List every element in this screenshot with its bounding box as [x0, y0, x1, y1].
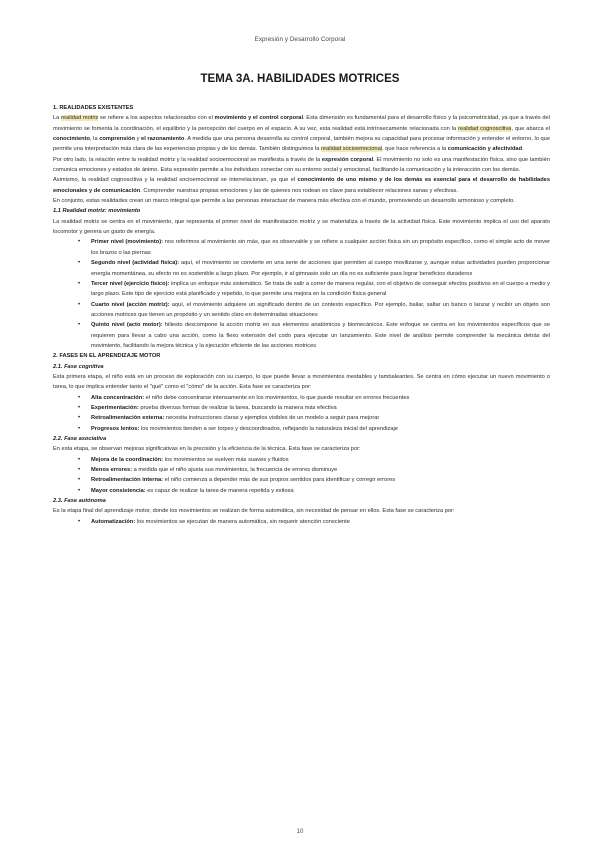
- list-item: • Menos errores: a medida que el niño ajusta sus movimientos, la frecuencia de errores disminuye: [91, 465, 550, 475]
- paragraph-fase-autonoma: Es la etapa final del aprendizaje motor, donde los movimientos se realizan de forma automática, sin necesidad de pensar en ellos. Esta fase se caracteriza por:: [53, 508, 455, 515]
- paragraph-realities: La realidad motriz se refiere a los aspectos relacionados con el movimiento y el control corporal. Esta dimensión es fundamental para el desarrollo físico y la psicomotricidad, ya que a través del movimiento se fomenta la coordinación, el equilibrio y la percepción del cuerpo en el espacio. A su vez, esta realidad está intrínsecamente relacionada con la realidad cognoscitiva, que abarca el conocimiento, la comprensión y el razonamiento. A medida que una persona desarrolla su control corporal, también mejora su capacidad para procesar información y entender el entorno, lo que permite una interpretación más clara de las experiencias propias y de los demás. También distinguimos la realidad socioemocional, que hace referencia a la comunicación y afectividad.: [53, 115, 550, 153]
- subsection-heading-1-1: 1.1 Realidad motriz: movimiento: [53, 208, 141, 215]
- list-item: • Automatización: los movimientos se ejecutan de manera automática, sin requerir atención consciente: [91, 517, 550, 527]
- paragraph-fase-asociativa: En esta etapa, se observan mejoras significativas en la precisión y la eficiencia de la técnica. Esta fase se caracteriza por:: [53, 446, 361, 453]
- subsection-heading-2-1: 2.1. Fase cognitiva: [53, 363, 104, 370]
- list-item: • Tercer nivel (ejercicio físico): implica un enfoque más sistemático. Se trata de salir a correr de manera regular, con el objetivo de conseguir efectos positivos en el cuerpo a medio y largo plazo. Este tipo de ejercicio está planificado y repetido, lo que permite una mejora en la condición física general: [91, 279, 550, 300]
- list-item: • Alta concentración: el niño debe concentrarse intensamente en los movimientos, lo que puede resultar en errores frecuentes: [91, 393, 550, 403]
- list-item: • Experimentación: prueba diversas formas de realizar la tarea, buscando la manera más efectiva: [91, 403, 550, 413]
- cognitive-list: [53, 393, 550, 434]
- paragraph-fase-cognitiva: Esta primera etapa, el niño está en un proceso de exploración con su cuerpo, lo que puede llevar a movimientos inestables y tambaleantes. Se centra en cómo ejecutar un nuevo movimiento o tarea, lo que implica entender tanto el "qué" como el "cómo" de la acción. Esta fase se caracteriza por:: [53, 373, 550, 391]
- page-title: TEMA 3A. HABILIDADES MOTRICES: [200, 73, 400, 85]
- list-item: • Primer nivel (movimiento): nos referimos al movimiento sin más, que es observable y se refiere a cualquier acción física sin un propósito específico, como el simple acto de mover los brazos o las piernas: [91, 237, 550, 258]
- autonomous-list: [53, 517, 550, 527]
- highlight-realidad-motriz: realidad motriz: [61, 115, 99, 122]
- list-item: • Retroalimentación interna: el niño comienza a depender más de sus propios sentidos para identificar y corregir errores: [91, 475, 550, 485]
- paragraph-conjunto: En conjunto, estas realidades crean un marco integral que permite a las personas interactuar de manera más efectiva con el mundo, promoviendo un desarrollo armonioso y completo.: [53, 198, 515, 205]
- list-item: • Mejora de la coordinación: los movimientos se vuelven más suaves y fluidos: [91, 455, 550, 465]
- list-item: • Cuarto nivel (acción motriz): aquí, el movimiento adquiere un significado dentro de un contexto específico. Por ejemplo, bailar, saltar un banco o lanzar y recibir un objeto son acciones motrices que tienen un propósito y un sentido claro en determinadas situaciones: [91, 300, 550, 321]
- paragraph-realidad-motriz: La realidad motriz se centra en el movimiento, que representa el primer nivel de manifestación motriz y se materializa a través de la actividad física. Este movimiento implica el uso del aparato locomotor y genera un gasto de energía.: [53, 218, 550, 236]
- associative-list: [53, 455, 550, 496]
- list-item: • Progresos lentos: los movimientos tienden a ser torpes y descoordinados, reflejando la naturaleza inicial del aprendizaje: [91, 424, 550, 434]
- section-heading-1: 1. REALIDADES EXISTENTES: [53, 105, 134, 111]
- paragraph-expresion: Por otro lado, la relación entre la realidad motriz y la realidad socioemocional se manifiesta a través de la expresión corporal. El movimiento no solo es una manifestación física, sino que también comunica emociones y estados de ánimo. Esta expresión permite a los individuos conectar con su entorno social y emocional, facilitando la comunicación y la interacción con los demás.: [53, 156, 550, 174]
- highlight-realidad-cognoscitiva: realidad cognoscitiva: [458, 125, 512, 132]
- list-item: • Quinto nivel (acto motor): hiliesto descompone la acción motriz en sus elementos anatómicos y biomecánicos. Este enfoque se centra en los movimientos específicos que se requieren para llevar a cabo una acción, como la flexo extensión del codo para ejecutar un lanzamiento. Este nivel de análisis permite comprender la mecánica detrás del movimiento, facilitando la mejora técnica y la ejecución eficiente de las acciones motrices: [91, 320, 550, 351]
- list-item: • Retroalimentación externa: necesita instrucciones claras y ejemplos visibles de un modelo a seguir para mejorar: [91, 413, 550, 423]
- levels-list: [53, 237, 550, 351]
- list-item: • Segundo nivel (actividad física): aquí, el movimiento se convierte en una serie de acciones que permiten al cuerpo movilizarse y, aunque estas actividades pueden proporcionar energía momentánea, su efecto no es sostenible a largo plazo. Por ejemplo, ir al gimnasio solo un día no es suficiente para lograr beneficios duraderos: [91, 258, 550, 279]
- subsection-heading-2-3: 2.3. Fase autónoma: [53, 498, 106, 505]
- section-heading-2: 2. FASES EN EL APRENDIZAJE MOTOR: [53, 353, 161, 360]
- document-body: [53, 103, 550, 527]
- highlight-realidad-socioemocional: realidad socioemocional: [320, 146, 383, 153]
- list-item: • Mayor consistencia: es capaz de realizar la tarea de manera repetida y exitosa: [91, 486, 550, 496]
- running-header: Expresión y Desarrollo Corporal: [254, 36, 346, 43]
- subsection-heading-2-2: 2.2. Fase asociativa: [53, 436, 107, 442]
- paragraph-cognoscitiva: Asimismo, la realidad cognoscitiva y la realidad socioemocional se interrelacionan, ya que el conocimiento de uno mismo y de los demás es esencial para el desarrollo de habilidades emocionales y de comunicación. Comprender nuestras propias emociones y las de quienes nos rodean es clave para establecer relaciones sanas y efectivas.: [53, 177, 551, 194]
- page-number: 10: [296, 829, 304, 835]
